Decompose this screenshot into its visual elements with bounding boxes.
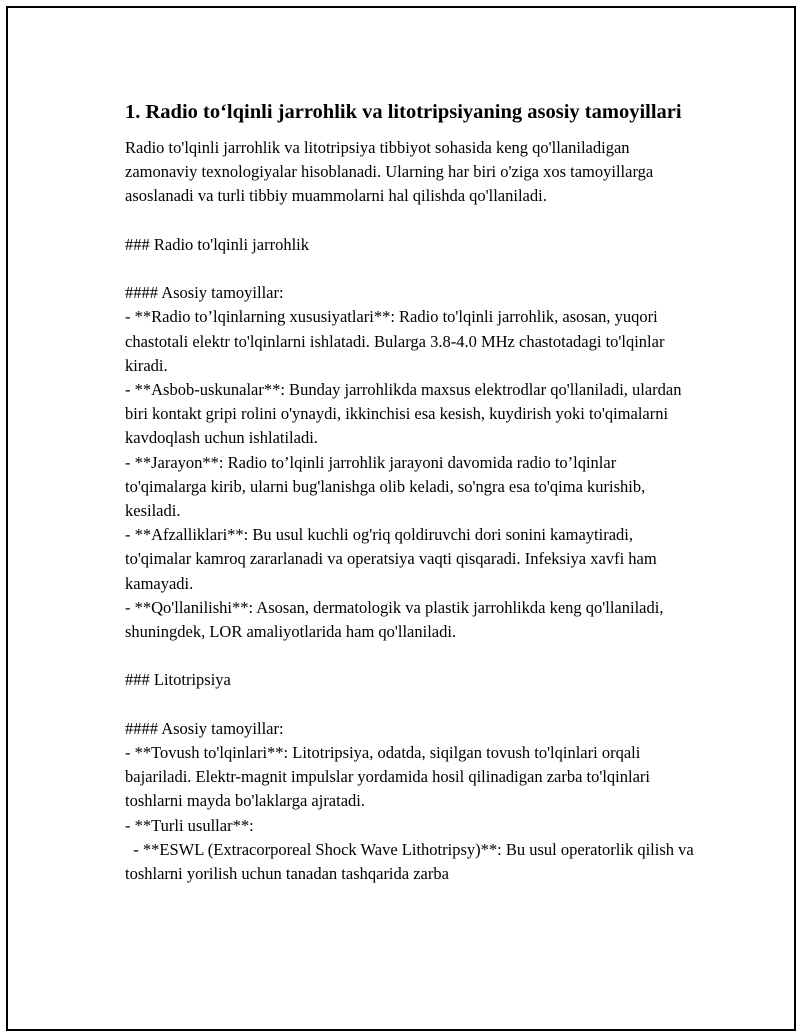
- body-text: Radio to'lqinli jarrohlik va litotripsiya tibbiyot sohasida keng qo'llaniladigan zamonaviy texnologiyalar hisoblanadi. Ularning har biri o'ziga xos tamoyillarga asoslanadi va turli tibbiy muammolarni hal qilishda qo'llaniladi. ### Radio to'lqinli jarrohlik #### Asosiy tamoyillar: - **Radio to’lqinlarning xususiyatlari**: Radio to'lqinli jarrohlik, asosan, yuqori chastotali elektr to'lqinlarni ishlatadi. Bularga 3.8-4.0 MHz chastotadagi to'lqinlar kiradi. - **Asbob-uskunalar**: Bunday jarrohlikda maxsus elektrodlar qo'llaniladi, ulardan biri kontakt gripi rolini o'ynaydi, ikkinchisi esa kesish, kuydirish yoki to'qimalarni kavdoqlash uchun ishlatiladi. - **Jarayon**: Radio to’lqinli jarrohlik jarayoni davomida radio to’lqinlar to'qimalarga kirib, ularni bug'lanishga olib keladi, so'ngra esa to'qima kurishib, kesiladi. - **Afzalliklari**: Bu usul kuchli og'riq qoldiruvchi dori sonini kamaytiradi, to'qimalar kamroq zararlanadi va operatsiya vaqti qisqaradi. Infeksiya xavfi ham kamayadi. - **Qo'llanilishi**: Asosan, dermatologik va plastik jarrohlikda keng qo'llaniladi, shuningdek, LOR amaliyotlarida ham qo'llaniladi. ### Litotripsiya #### Asosiy tamoyillar: - **Tovush to'lqinlari**: Litotripsiya, odatda, siqilgan tovush to'lqinlari orqali bajariladi. Elektr-magnit impulslar yordamida hosil qilinadigan zarba to'lqinlari toshlarni mayda bo'laklarga ajratadi. - **Turli usullar**: - **ESWL (Extracorporeal Shock Wave Lithotripsy)**: Bu usul operatorlik qilish va toshlarni yorilish uchun tanadan tashqarida zarba: [125, 138, 694, 884]
- document-content: [118, 98, 698, 886]
- page-frame: [6, 6, 796, 1031]
- section-heading: 1. Radio to‘lqinli jarrohlik va litotripsiyaning asosiy tamoyillari: [125, 101, 682, 123]
